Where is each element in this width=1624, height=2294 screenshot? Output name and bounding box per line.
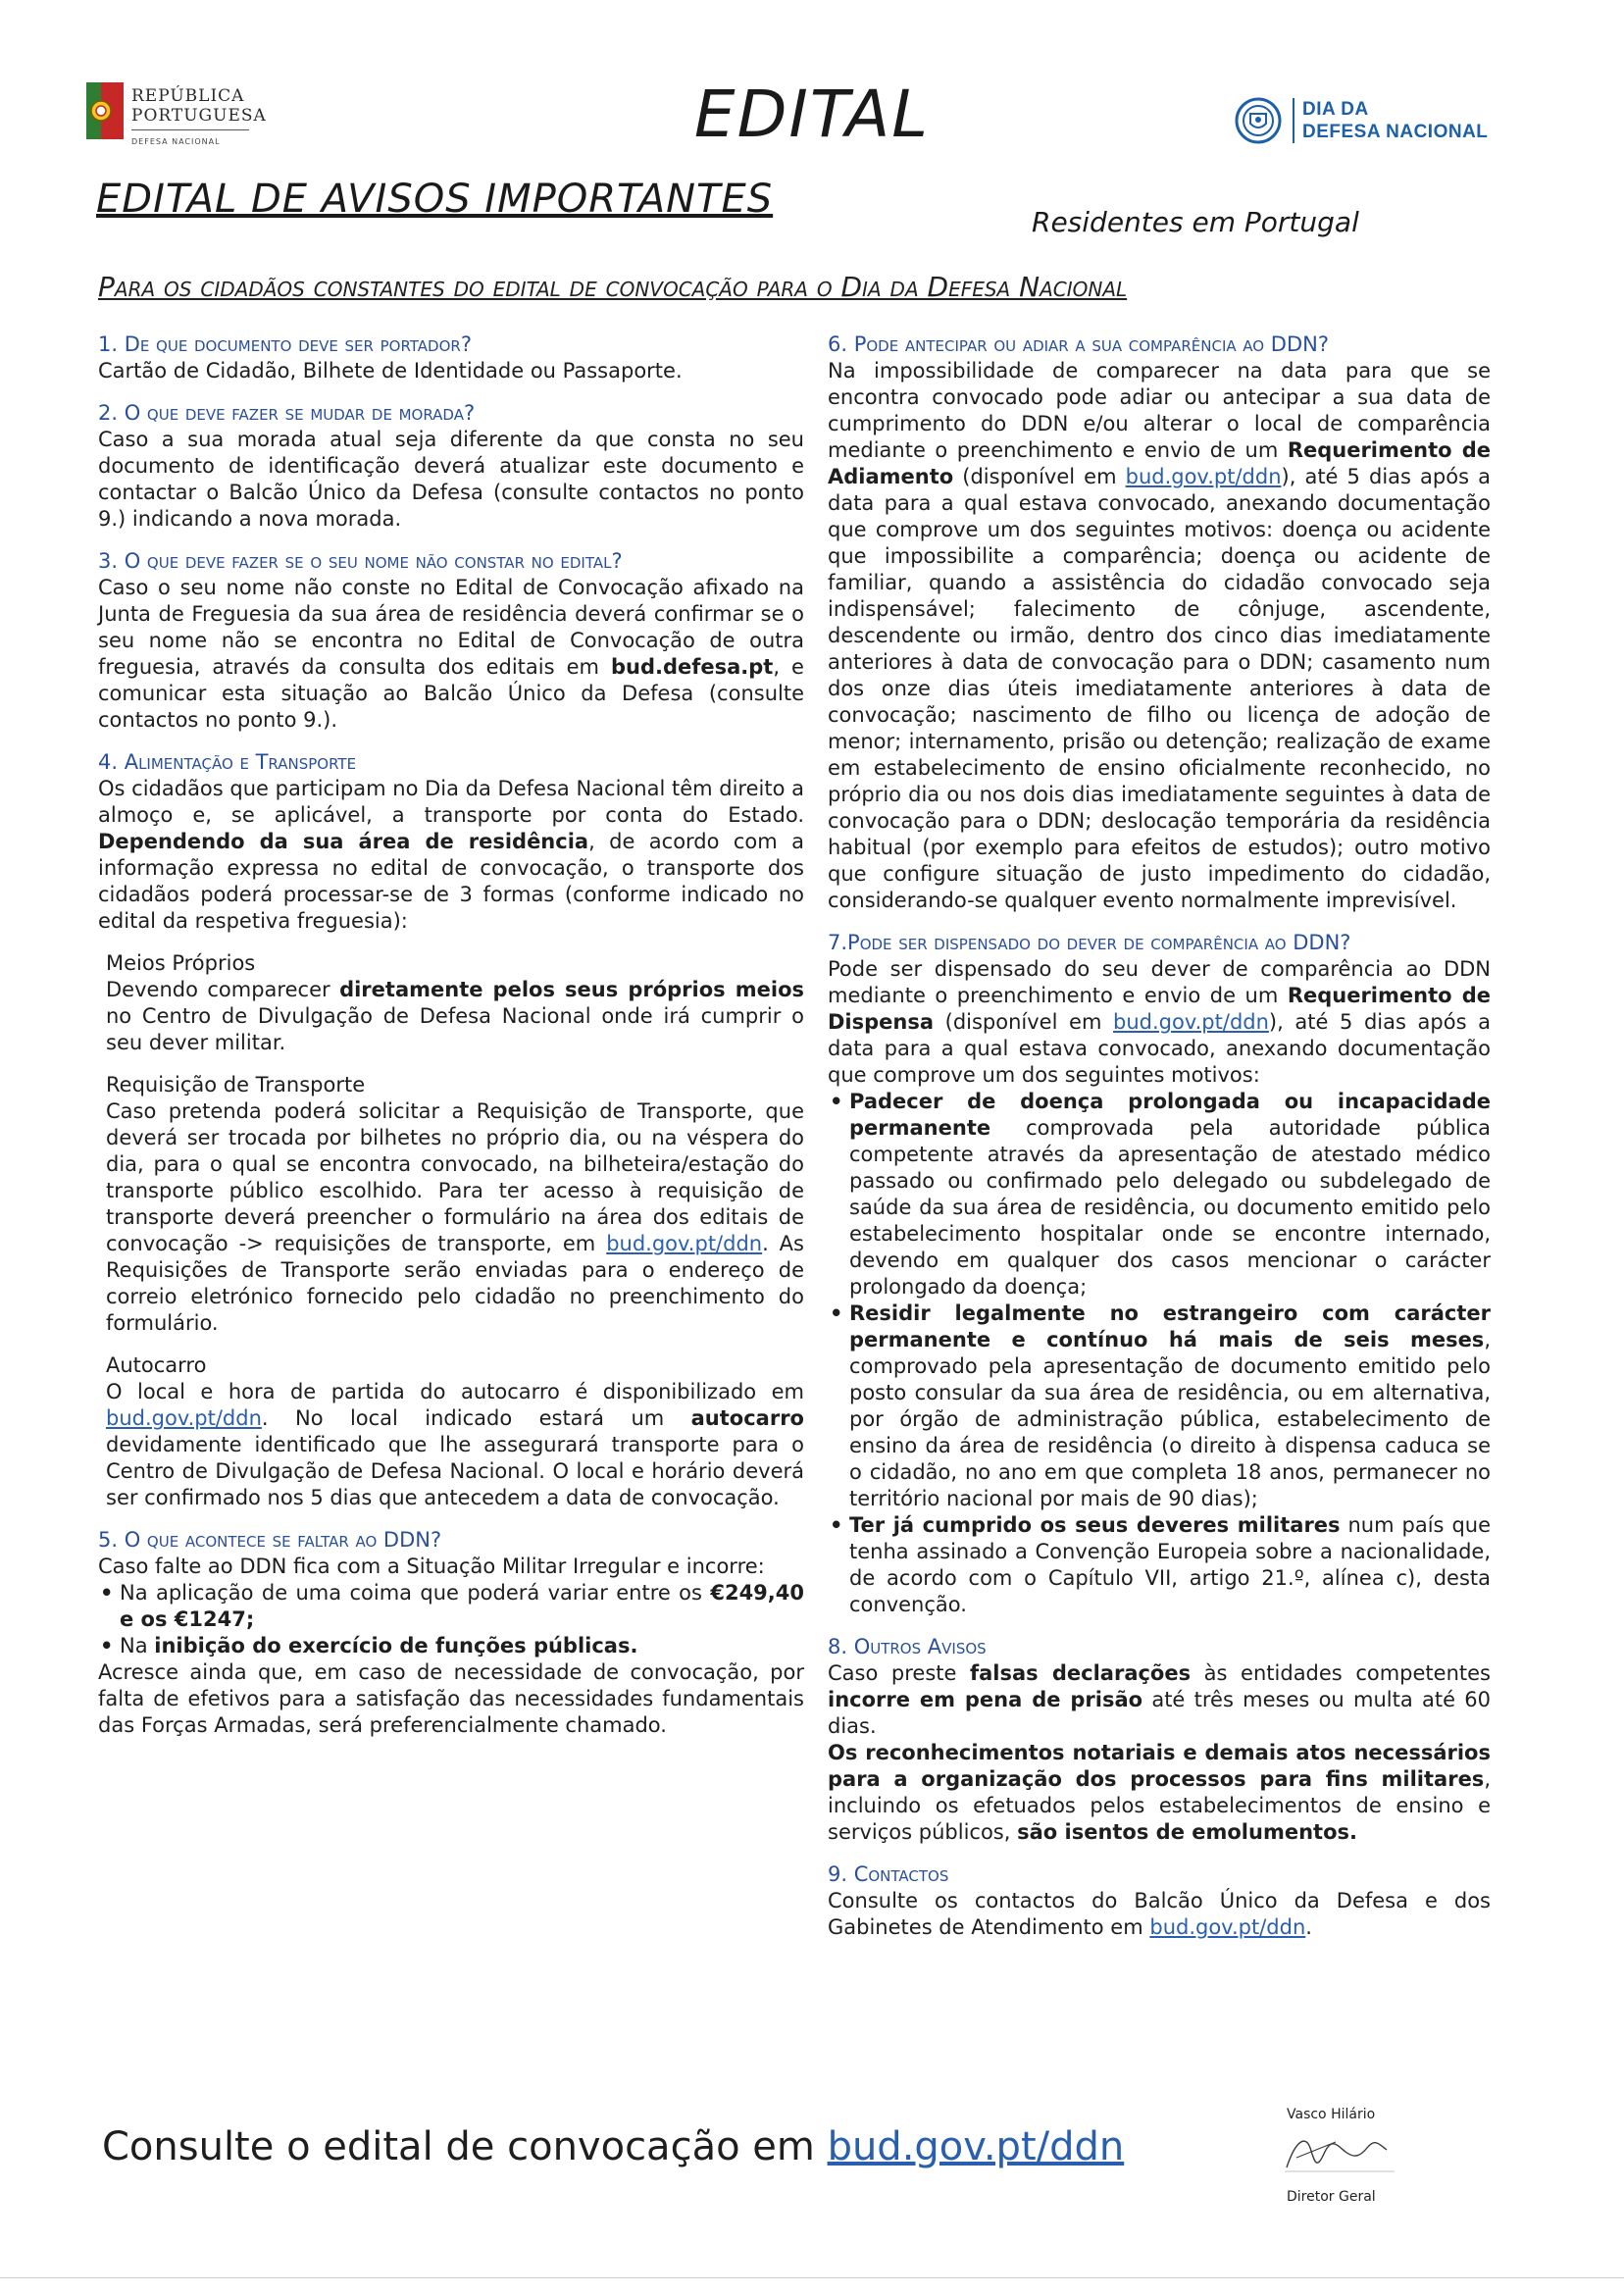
- section-5-list: [98, 1580, 804, 1659]
- list-item: • Na inibição do exercício de funções públicas.: [120, 1633, 804, 1659]
- ddn-line2: DEFESA NACIONAL: [1302, 122, 1489, 142]
- right-column: [828, 331, 1491, 1941]
- list-item: • Ter já cumprido os seus deveres militares num país que tenha assinado a Convenção Europeia sobre a nacionalidade, de acordo com o Capítulo VII, artigo 21.º, alínea c), desta convenção.: [849, 1512, 1491, 1618]
- dia-defesa-nacional-logo: [1234, 92, 1508, 151]
- section-1-text: Cartão de Cidadão, Bilhete de Identidade ou Passaporte.: [98, 359, 683, 382]
- signer-name: Vasco Hilário: [1287, 2107, 1376, 2122]
- section-3-text: Caso o seu nome não conste no Edital de Convocação afixado na Junta de Freguesia da sua área de residência deverá confirmar se o seu nome não se encontra no Edital de Convocação de outra freguesia, através da consulta dos editais em bud.defesa.pt, e comunicar esta situação ao Balcão Único da Defesa (consulte contactos no ponto 9.).: [98, 576, 804, 732]
- section-1-title: 1. De que documento deve ser portador?: [98, 332, 472, 356]
- section-7-list: [828, 1089, 1491, 1618]
- section-6-text: Na impossibilidade de comparecer na data para que se encontra convocado pode adiar ou antecipar a sua data de cumprimento do DDN e/ou alterar o local de comparência mediante o preenchimento e envio de um Requerimento de Adiamento (disponível em bud.gov.pt/ddn), até 5 dias após a data para a qual estava convocado, anexando documentação que comprove um dos seguintes motivos: doença ou acidente que impossibilite a comparência; doença ou acidente de familiar, quando a assistência do cidadão convocado seja indispensável; falecimento de cônjuge, ascendente, descendente ou irmão, dentro dos cinco dias imediatamente anteriores à data de convocação para o DDN; casamento num dos onze dias úteis imediatamente anteriores à data de convocação; nascimento de filho ou licença de adoção de menor; internamento, prisão ou detenção; realização de exame em estabelecimento de ensino oficialmente reconhecido, no próprio dia ou nos dois dias imediatamente seguintes à data de convocação para o DDN; deslocação temporária da residência habitual (por exemplo para efeitos de estudos); outro motivo que configure situação de justo impedimento do cidadão, considerando-se qualquer evento normalmente imprevisível.: [828, 359, 1491, 912]
- bud-ddn-link[interactable]: bud.gov.pt/ddn: [1125, 465, 1282, 488]
- footer-bud-ddn-link[interactable]: bud.gov.pt/ddn: [827, 2124, 1125, 2169]
- section-8-title: 8. Outros Avisos: [828, 1635, 987, 1658]
- footer-cta: Consulte o edital de convocação em bud.gov.pt/ddn: [102, 2124, 1125, 2169]
- section-8-text-2: Os reconhecimentos notariais e demais atos necessários para a organização dos processos para fins militares, incluindo os efetuados pelos estabelecimentos de ensino e serviços públicos, são isentos de emolumentos.: [828, 1741, 1491, 1844]
- left-column: [98, 331, 804, 1739]
- rp-line1: REPÚBLICA: [131, 86, 245, 106]
- bud-ddn-link[interactable]: bud.gov.pt/ddn: [1149, 1915, 1306, 1939]
- autocarro-text: O local e hora de partida do autocarro é disponibilizado em bud.gov.pt/ddn. No local indicado estará um autocarro devidamente identificado que lhe assegurará transporte para o Centro de Divulgação de Defesa Nacional. O local e horário deverá ser confirmado nos 5 dias que antecedem a data de convocação.: [106, 1380, 804, 1509]
- requisicao-transporte-text: Caso pretenda poderá solicitar a Requisição de Transporte, que deverá ser trocada por bilhetes no próprio dia, ou na véspera do dia, para o qual se encontra convocado, na bilheteira/estação do transporte público escolhido. Para ter acesso à requisição de transporte deverá preencher o formulário na área dos editais de convocação -> requisições de transporte, em bud.gov.pt/ddn. As Requisições de Transporte serão enviadas para o endereço de correio eletrónico fornecido pelo cidadão no preenchimento do formulário.: [106, 1099, 804, 1335]
- main-heading: EDITAL DE AVISOS IMPORTANTES: [96, 177, 774, 222]
- section-9-title: 9. Contactos: [828, 1862, 949, 1886]
- section-7-text: Pode ser dispensado do seu dever de comparência ao DDN mediante o preenchimento e envio de um Requerimento de Dispensa (disponível em bud.gov.pt/ddn), até 5 dias após a data para a qual estava convocado, anexando documentação que comprove um dos seguintes motivos:: [828, 957, 1491, 1087]
- section-5-text: Acresce ainda que, em caso de necessidade de convocação, por falta de efetivos para a satisfação das necessidades fundamentais das Forças Armadas, será preferencialmente chamado.: [98, 1660, 804, 1737]
- autocarro-title: Autocarro: [106, 1353, 207, 1377]
- section-5-title: 5. O que acontece se faltar ao DDN?: [98, 1528, 442, 1552]
- audience-label: Residentes em Portugal: [1032, 206, 1359, 238]
- bud-ddn-link[interactable]: bud.gov.pt/ddn: [606, 1232, 763, 1255]
- section-6-title: 6. Pode antecipar ou adiar a sua comparência ao DDN?: [828, 332, 1329, 356]
- rp-sub: DEFESA NACIONAL: [131, 137, 221, 146]
- section-2-text: Caso a sua morada atual seja diferente da que consta no seu documento de identificação deverá atualizar este documento e contactar o Balcão Único da Defesa (consulte contactos no ponto 9.) indicando a nova morada.: [98, 428, 804, 531]
- section-4-title: 4. Alimentação e Transporte: [98, 750, 357, 774]
- section-5-intro: Caso falte ao DDN fica com a Situação Militar Irregular e incorre:: [98, 1555, 765, 1578]
- list-item: • Na aplicação de uma coima que poderá variar entre os €249,40 e os €1247;: [120, 1580, 804, 1633]
- ddn-line1: DIA DA: [1302, 99, 1369, 120]
- rp-line2: PORTUGUESA: [131, 106, 267, 126]
- meios-proprios-text: Devendo comparecer diretamente pelos seus próprios meios no Centro de Divulgação de Defesa Nacional onde irá cumprir o seu dever militar.: [106, 978, 804, 1054]
- section-4-intro: Os cidadãos que participam no Dia da Defesa Nacional têm direito a almoço e, se aplicável, a transporte por conta do Estado. Dependendo da sua área de residência, de acordo com a informação expressa no edital de convocação, o transporte dos cidadãos poderá processar-se de 3 formas (conforme indicado no edital da respetiva freguesia):: [98, 777, 804, 933]
- signer-role: Diretor Geral: [1287, 2189, 1376, 2205]
- bud-ddn-link[interactable]: bud.gov.pt/ddn: [106, 1406, 262, 1430]
- subtitle: Para os cidadãos constantes do edital de convocação para o Dia da Defesa Nacional: [98, 271, 1128, 303]
- ddn-divider: [1293, 98, 1294, 143]
- list-item: • Residir legalmente no estrangeiro com carácter permanente e contínuo há mais de seis meses, comprovado pela apresentação de documento emitido pelo posto consular da sua área de residência, ou em alternativa, por órgão de administração pública, estabelecimento de ensino da área de residência (o direito à dispensa caduca se o cidadão, no ano em que completa 18 anos, permanecer no território nacional por mais de 90 dias);: [849, 1300, 1491, 1512]
- page-title: EDITAL: [693, 76, 931, 152]
- section-9-text: Consulte os contactos do Balcão Único da Defesa e dos Gabinetes de Atendimento em bud.gov.pt/ddn.: [828, 1889, 1491, 1939]
- signature-icon: [1277, 2128, 1404, 2177]
- list-item: • Padecer de doença prolongada ou incapacidade permanente comprovada pela autoridade pública competente através da apresentação de atestado médico passado ou confirmado pelo delegado ou subdelegado de saúde da sua área de residência, ou documento emitido pelo estabelecimento hospitalar onde se encontre internado, devendo em qualquer dos casos mencionar o carácter prolongado da doença;: [849, 1089, 1491, 1300]
- bud-defesa-site: bud.defesa.pt: [610, 655, 774, 679]
- requisicao-transporte-title: Requisição de Transporte: [106, 1073, 366, 1096]
- section-2-title: 2. O que deve fazer se mudar de morada?: [98, 401, 476, 425]
- bud-ddn-link[interactable]: bud.gov.pt/ddn: [1113, 1010, 1269, 1034]
- section-3-title: 3. O que deve fazer se o seu nome não constar no edital?: [98, 549, 623, 573]
- section-7-title: 7.Pode ser dispensado do dever de comparência ao DDN?: [828, 931, 1351, 954]
- meios-proprios-title: Meios Próprios: [106, 951, 256, 975]
- page-edge: [0, 2277, 1624, 2278]
- section-8-text-1: Caso preste falsas declarações às entidades competentes incorre em pena de prisão até três meses ou multa até 60 dias.: [828, 1661, 1491, 1738]
- ddn-emblem-icon: [1234, 96, 1283, 145]
